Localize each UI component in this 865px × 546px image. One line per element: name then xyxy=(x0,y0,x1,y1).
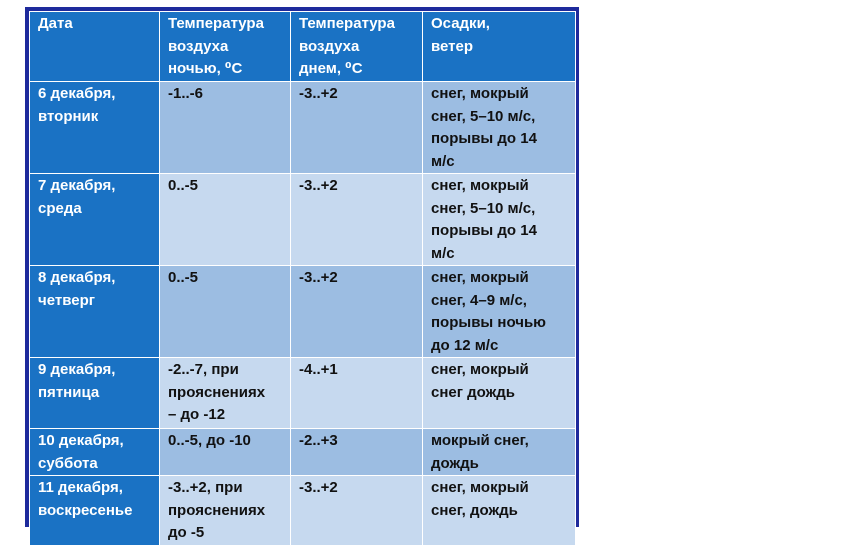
day-temp-cell xyxy=(291,266,423,358)
cell-text: порывы до 14 xyxy=(431,222,537,239)
header-text: воздуха xyxy=(299,37,360,55)
day-temp-cell xyxy=(291,358,423,429)
cell-text: -3..+2 xyxy=(299,479,338,496)
cell-text: снег, дождь xyxy=(431,501,518,519)
cell-text: прояснениях xyxy=(168,383,266,401)
date-text: воскресенье xyxy=(38,501,133,519)
table-row xyxy=(30,174,576,266)
cell-text: порывы до 14 xyxy=(431,130,537,147)
cell-text: снег, 5–10 м/с, xyxy=(431,199,536,217)
header-text: Температура xyxy=(299,15,395,32)
cell-text: снег, мокрый xyxy=(431,361,529,378)
cell-text: снег, мокрый xyxy=(431,269,529,286)
night-temp-cell xyxy=(160,82,291,174)
date-text: 9 декабря, xyxy=(38,361,116,378)
header-text: Дата xyxy=(38,15,73,32)
table-row xyxy=(30,476,576,546)
header-text: Температура xyxy=(168,15,264,32)
cell-text: мокрый снег, xyxy=(431,432,529,449)
date-cell xyxy=(30,266,160,358)
header-night-temp xyxy=(160,12,291,82)
date-text: суббота xyxy=(38,454,98,472)
header-text: ветер xyxy=(431,37,474,55)
header-text: днем, ⁰С xyxy=(299,60,363,77)
cell-text: до -5 xyxy=(168,524,205,541)
cell-text: порывы ночью xyxy=(431,314,546,331)
cell-text: снег, мокрый xyxy=(431,479,529,496)
cell-text: дождь xyxy=(431,454,479,472)
cell-text: 0..-5 xyxy=(168,177,199,194)
day-temp-cell xyxy=(291,476,423,546)
night-temp-cell xyxy=(160,358,291,429)
table-row xyxy=(30,429,576,476)
date-text: 8 декабря, xyxy=(38,269,116,286)
weather-forecast-table xyxy=(29,11,576,546)
date-text: 10 декабря, xyxy=(38,432,124,449)
cell-text: м/с xyxy=(431,152,455,170)
table-row xyxy=(30,358,576,429)
precip-wind-cell xyxy=(423,174,576,266)
cell-text: -3..+2 xyxy=(299,269,338,286)
cell-text: снег дождь xyxy=(431,383,516,401)
night-temp-cell xyxy=(160,429,291,476)
header-text: Осадки, xyxy=(431,15,490,32)
table-row xyxy=(30,266,576,358)
date-cell xyxy=(30,82,160,174)
night-temp-cell xyxy=(160,476,291,546)
precip-wind-cell xyxy=(423,476,576,546)
date-text: вторник xyxy=(38,107,99,125)
date-cell xyxy=(30,429,160,476)
night-temp-cell xyxy=(160,266,291,358)
header-text: воздуха xyxy=(168,37,229,55)
cell-text: м/с xyxy=(431,244,455,262)
date-cell xyxy=(30,174,160,266)
cell-text: – до -12 xyxy=(168,406,226,423)
header-day-temp xyxy=(291,12,423,82)
date-text: среда xyxy=(38,199,82,217)
cell-text: -2..+3 xyxy=(299,432,338,449)
date-text: 7 декабря, xyxy=(38,177,116,194)
precip-wind-cell xyxy=(423,429,576,476)
day-temp-cell xyxy=(291,429,423,476)
cell-text: до 12 м/с xyxy=(431,336,499,354)
day-temp-cell xyxy=(291,82,423,174)
date-text: четверг xyxy=(38,291,95,309)
cell-text: 0..-5, до -10 xyxy=(168,432,251,449)
cell-text: -2..-7, при xyxy=(168,361,239,378)
day-temp-cell xyxy=(291,174,423,266)
header-row xyxy=(30,12,576,82)
date-cell xyxy=(30,358,160,429)
night-temp-cell xyxy=(160,174,291,266)
cell-text: снег, мокрый xyxy=(431,177,529,194)
cell-text: -4..+1 xyxy=(299,361,338,378)
cell-text: 0..-5 xyxy=(168,269,199,286)
precip-wind-cell xyxy=(423,266,576,358)
cell-text: прояснениях xyxy=(168,501,266,519)
date-text: 11 декабря, xyxy=(38,479,123,496)
date-text: пятница xyxy=(38,383,100,401)
cell-text: -3..+2, при xyxy=(168,479,243,496)
cell-text: снег, мокрый xyxy=(431,85,529,102)
table-row xyxy=(30,82,576,174)
date-text: 6 декабря, xyxy=(38,85,116,102)
cell-text: -3..+2 xyxy=(299,85,338,102)
cell-text: -1..-6 xyxy=(168,85,204,102)
precip-wind-cell xyxy=(423,358,576,429)
precip-wind-cell xyxy=(423,82,576,174)
date-cell xyxy=(30,476,160,546)
cell-text: -3..+2 xyxy=(299,177,338,194)
header-precip-wind xyxy=(423,12,576,82)
header-text: ночью, ⁰С xyxy=(168,60,243,77)
cell-text: снег, 5–10 м/с, xyxy=(431,107,536,125)
forecast-table-frame xyxy=(25,7,579,541)
cell-text: снег, 4–9 м/с, xyxy=(431,291,527,309)
header-date xyxy=(30,12,160,82)
